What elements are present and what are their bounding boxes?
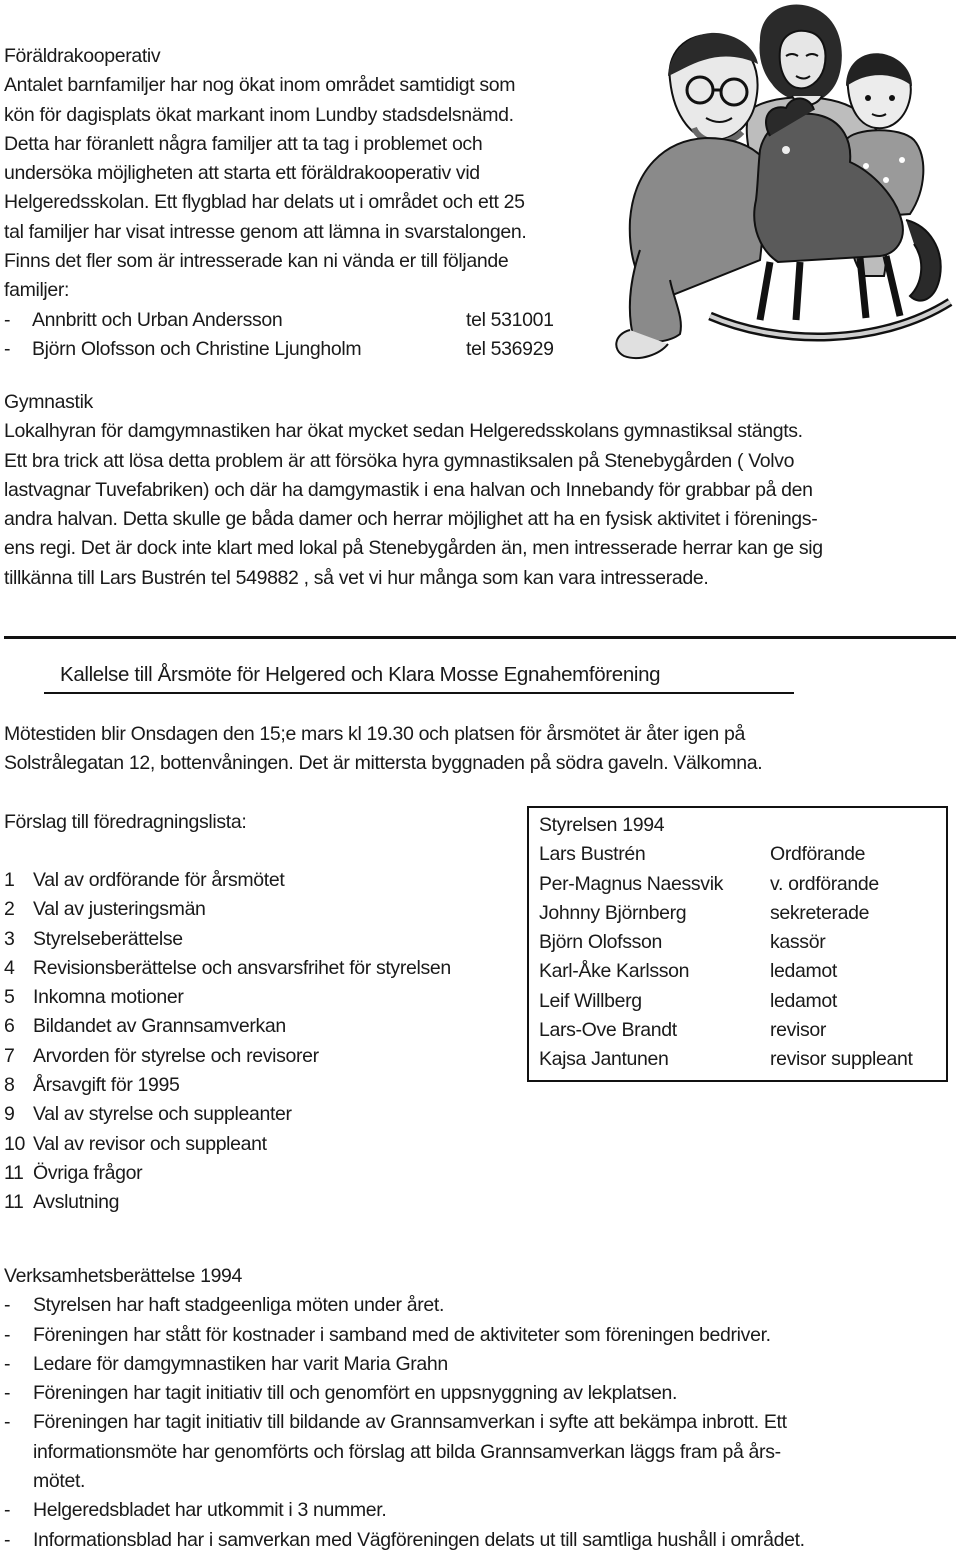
agenda-item xyxy=(4,1130,451,1159)
agenda-text: Revisionsberättelse och ansvarsfrihet för styrelsen xyxy=(33,956,451,979)
agenda-text: Avslutning xyxy=(33,1191,120,1214)
report-line: Föreningen har tagit initiativ till och genomfört en uppsnyggning av lekplatsen. xyxy=(33,1382,678,1405)
father-figure xyxy=(616,33,770,358)
member-role: ledamot xyxy=(770,989,837,1012)
agenda-item xyxy=(4,1012,451,1041)
annual-report xyxy=(4,1262,954,1555)
agenda-item xyxy=(4,954,451,983)
board-box xyxy=(527,806,948,1082)
agenda-number: 10 xyxy=(4,1132,25,1155)
agenda-number: 5 xyxy=(4,986,15,1009)
report-item xyxy=(4,1321,954,1350)
agenda-text: Val av ordförande för årsmötet xyxy=(33,869,285,891)
member-role: sekreterade xyxy=(770,901,870,924)
list-dash: - xyxy=(4,1499,11,1522)
report-item xyxy=(4,1526,954,1555)
agenda-number: 9 xyxy=(4,1103,15,1126)
paragraph-line: Finns det fler som är intresserade kan ni vända er till följande xyxy=(4,250,509,273)
contact-name: Annbritt och Urban Andersson xyxy=(32,308,283,331)
family-rocking-horse-illustration xyxy=(610,0,960,372)
list-dash: - xyxy=(4,1382,11,1405)
agenda-number: 3 xyxy=(4,927,15,950)
member-role: kassör xyxy=(770,931,826,954)
list-dash: - xyxy=(4,308,11,331)
list-dash: - xyxy=(4,1294,11,1317)
title-underline xyxy=(44,692,794,694)
agenda-number: 11 xyxy=(4,1161,24,1184)
board-member-row xyxy=(539,899,946,928)
list-dash: - xyxy=(4,1352,11,1375)
member-name: Per-Magnus Naessvik xyxy=(539,872,724,895)
report-line: Ledare för damgymnastiken har varit Maria Grahn xyxy=(33,1352,448,1375)
report-line: mötet. xyxy=(33,1470,86,1493)
agenda-text: Val av justeringsmän xyxy=(33,898,206,921)
agenda-item xyxy=(4,925,451,954)
board-member-row xyxy=(539,1016,946,1045)
paragraph-line: tillkänna till Lars Bustrén tel 549882 , så vet vi hur många som kan vara intresserade. xyxy=(4,566,709,589)
paragraph-line: ens regi. Det är dock inte klart med lokal på Stenebygården än, men intresserade herrar kan ge sig xyxy=(4,537,823,560)
paragraph-line: undersöka möjligheten att starta ett föräldrakooperativ vid xyxy=(4,162,480,185)
list-dash: - xyxy=(4,1323,11,1346)
paragraph-line: lastvagnar Tuvefabriken) och där ha damgymastik i ena halvan och Innebandy för grabbar på den xyxy=(4,478,813,501)
member-role: revisor suppleant xyxy=(770,1048,913,1071)
paragraph-line: andra halvan. Detta skulle ge båda damer och herrar möjlighet att ha en fysisk aktivitet i förenings- xyxy=(4,508,818,531)
member-name: Karl-Åke Karlsson xyxy=(539,960,690,983)
agenda-item xyxy=(4,1042,451,1071)
member-name: Leif Willberg xyxy=(539,989,642,1012)
member-name: Björn Olofsson xyxy=(539,931,662,954)
board-member-row xyxy=(539,928,946,957)
list-dash: - xyxy=(4,1411,11,1434)
paragraph-line: Detta har föranlett några familjer att ta tag i problemet och xyxy=(4,132,483,155)
section-divider xyxy=(4,636,956,639)
contact-row xyxy=(4,335,614,364)
member-name: Kajsa Jantunen xyxy=(539,1048,669,1071)
paragraph-line: Lokalhyran för damgymnastiken har ökat mycket sedan Helgeredsskolans gymnastiksal stängts. xyxy=(4,420,803,443)
board-member-row xyxy=(539,987,946,1016)
list-dash: - xyxy=(4,337,11,360)
agenda-item xyxy=(4,895,451,924)
agenda-text: Val av revisor och suppleant xyxy=(33,1132,267,1155)
member-role: revisor xyxy=(770,1019,827,1042)
agenda-number: 8 xyxy=(4,1074,15,1097)
contact-name: Björn Olofsson och Christine Ljungholm xyxy=(32,337,362,360)
report-line: Helgeredsbladet har utkommit i 3 nummer. xyxy=(33,1499,387,1522)
agenda-text: Bildandet av Grannsamverkan xyxy=(33,1015,286,1038)
member-name: Lars-Ove Brandt xyxy=(539,1019,677,1042)
contact-row xyxy=(4,306,614,335)
paragraph-line: Helgeredsskolan. Ett flygblad har delats ut i området och ett 25 xyxy=(4,191,525,214)
report-item xyxy=(4,1496,954,1525)
meeting-info xyxy=(4,720,954,779)
section-heading: Gymnastik xyxy=(4,391,93,413)
report-item xyxy=(4,1379,954,1408)
board-member-row xyxy=(539,840,946,869)
agenda-number: 2 xyxy=(4,898,15,921)
agenda-number: 11 xyxy=(4,1191,24,1214)
list-dash: - xyxy=(4,1528,11,1551)
paragraph-line: kön för dagisplats ökat markant inom Lundby stadsdelsnämd. xyxy=(4,103,514,126)
member-role: Ordförande xyxy=(770,843,866,866)
board-title: Styrelsen 1994 xyxy=(539,814,665,836)
agenda-list xyxy=(4,866,451,1218)
paragraph-line: Ett bra trick att lösa detta problem är att försöka hyra gymnastiksalen på Stenebygården ( Volvo xyxy=(4,449,795,472)
section-foraldrakooperativ xyxy=(4,42,614,364)
agenda-text: Övriga frågor xyxy=(33,1161,143,1184)
agenda-text: Årsavgift för 1995 xyxy=(33,1074,180,1097)
agenda-number: 7 xyxy=(4,1044,15,1067)
report-title: Verksamhetsberättelse 1994 xyxy=(4,1265,243,1287)
agenda-text: Inkomna motioner xyxy=(33,986,184,1009)
kallelse-title: Kallelse till Årsmöte för Helgered och Klara Mosse Egnahemförening xyxy=(60,663,661,686)
paragraph-line: Antalet barnfamiljer har nog ökat inom området samtidigt som xyxy=(4,74,516,97)
member-name: Johnny Björnberg xyxy=(539,901,687,924)
report-item xyxy=(4,1291,954,1320)
section-gymnastik xyxy=(4,388,954,593)
agenda-text: Arvorden för styrelse och revisorer xyxy=(33,1044,319,1067)
agenda-item xyxy=(4,1188,451,1217)
report-item xyxy=(4,1350,954,1379)
report-line: Föreningen har stått för kostnader i samband med de aktiviteter som föreningen bedriver. xyxy=(33,1323,771,1346)
agenda-item xyxy=(4,1100,451,1129)
paragraph-line: tal familjer har visat intresse genom att lämna in svarstalongen. xyxy=(4,220,527,243)
report-line: Föreningen har tagit initiativ till bildande av Grannsamverkan i syfte att bekämpa inbrott. Ett xyxy=(33,1411,787,1434)
contact-phone: tel 536929 xyxy=(466,337,554,360)
agenda-text: Styrelseberättelse xyxy=(33,927,183,950)
agenda-number: 1 xyxy=(4,869,15,891)
member-role: ledamot xyxy=(770,960,837,983)
report-item xyxy=(4,1408,954,1496)
agenda-item xyxy=(4,983,451,1012)
agenda-title: Förslag till föredragningslista: xyxy=(4,811,247,833)
board-member-row xyxy=(539,870,946,899)
section-heading: Föräldrakooperativ xyxy=(4,45,161,67)
paragraph-line: familjer: xyxy=(4,279,70,302)
paragraph-line: Mötestiden blir Onsdagen den 15;e mars kl 19.30 och platsen för årsmötet är åter igen på xyxy=(4,723,745,745)
report-line: Styrelsen har haft stadgeenliga möten under året. xyxy=(33,1294,445,1317)
agenda-item xyxy=(4,1071,451,1100)
member-name: Lars Bustrén xyxy=(539,843,646,866)
agenda-item xyxy=(4,866,451,895)
agenda-item xyxy=(4,1159,451,1188)
member-role: v. ordförande xyxy=(770,872,879,895)
agenda-number: 4 xyxy=(4,956,15,979)
paragraph-line: Solstrålegatan 12, bottenvåningen. Det är mittersta byggnaden på södra gaveln. Välkomna. xyxy=(4,752,763,775)
agenda-text: Val av styrelse och suppleanter xyxy=(33,1103,292,1126)
agenda-number: 6 xyxy=(4,1015,15,1038)
board-member-row xyxy=(539,1045,946,1074)
report-line: informationsmöte har genomförts och förslag att bilda Grannsamverkan läggs fram på års- xyxy=(33,1440,781,1463)
report-line: Informationsblad har i samverkan med Vägföreningen delats ut till samtliga hushåll i området. xyxy=(33,1528,805,1551)
board-member-row xyxy=(539,957,946,986)
contact-phone: tel 531001 xyxy=(466,308,554,331)
